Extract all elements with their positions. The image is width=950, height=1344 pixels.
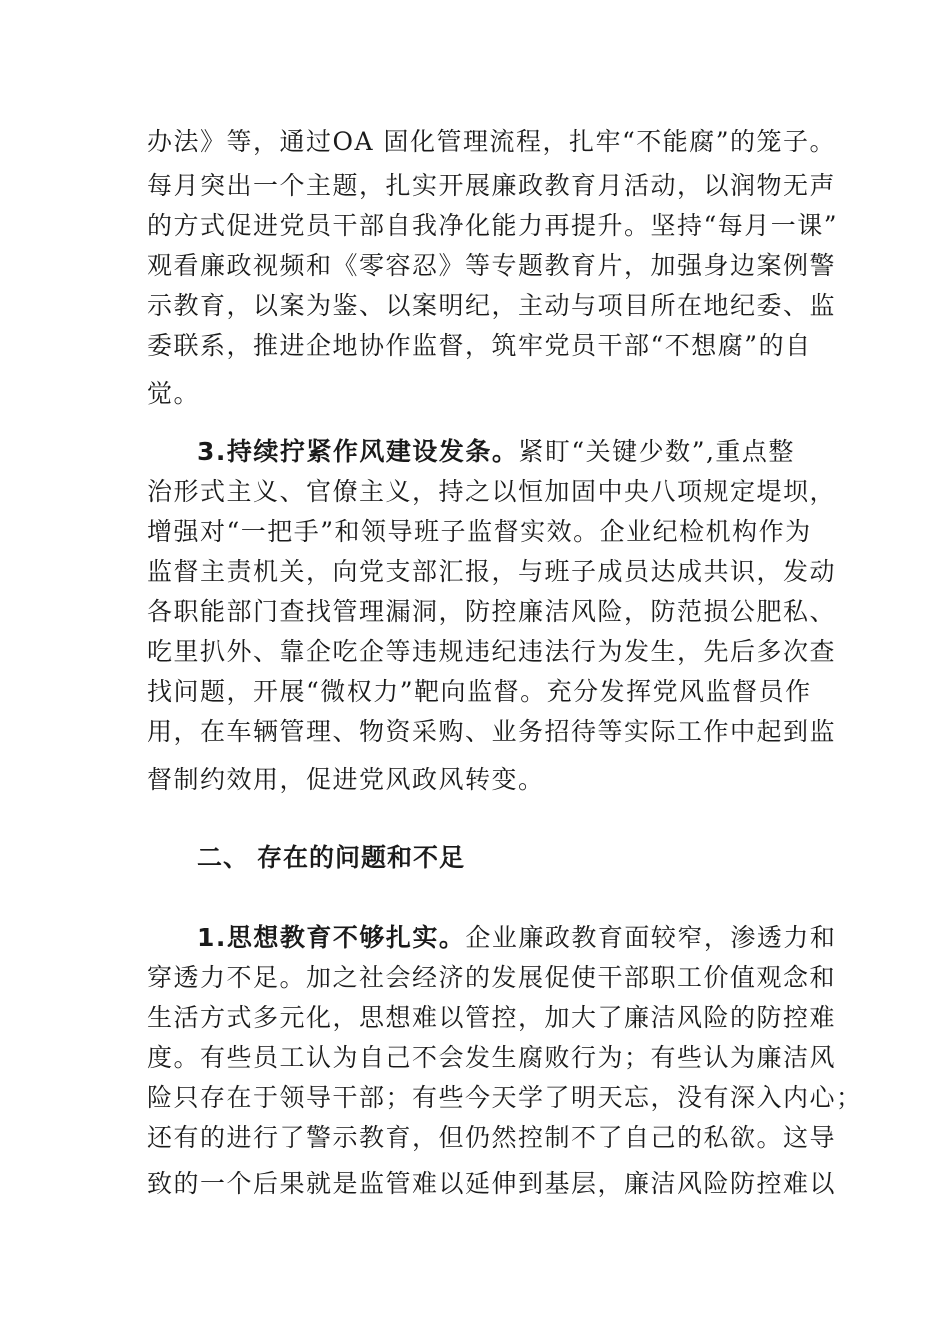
paragraph-line: 每月突出一个主题，扎实开展廉政教育月活动，以润物无声 bbox=[147, 171, 837, 200]
paragraph-line: 增强对“一把手”和领导班子监督实效。企业纪检机构作为 bbox=[147, 517, 812, 546]
paragraph-line: 觉。 bbox=[147, 379, 201, 408]
paragraph-line: 找问题，开展“微权力”靶向监督。充分发挥党风监督员作 bbox=[147, 677, 812, 706]
paragraph-line: 险只存在于领导干部；有些今天学了明天忘，没有深入内心； bbox=[147, 1083, 863, 1112]
paragraph-line: 穿透力不足。加之社会经济的发展促使干部职工价值观念和 bbox=[147, 963, 837, 992]
paragraph-line: 观看廉政视频和《零容忍》等专题教育片，加强身边案例警 bbox=[147, 251, 837, 280]
paragraph-title: 1.思想教育不够扎实。 bbox=[197, 923, 466, 952]
section-heading bbox=[197, 842, 465, 874]
paragraph-line: 还有的进行了警示教育，但仍然控制不了自己的私欲。这导 bbox=[147, 1123, 837, 1152]
paragraph-line: 吃里扒外、靠企吃企等违规违纪违法行为发生，先后多次查 bbox=[147, 637, 837, 666]
paragraph-line: 监督主责机关，向党支部汇报，与班子成员达成共识，发动 bbox=[147, 557, 837, 586]
paragraph-line: 办法》等，通过OA 固化管理流程，扎牢“不能腐”的笼子。 bbox=[147, 127, 837, 156]
paragraph-first-line bbox=[197, 436, 817, 468]
paragraph-line: 督制约效用，促进党风政风转变。 bbox=[147, 765, 545, 794]
paragraph-text: 企业廉政教育面较窄，渗透力和 bbox=[465, 923, 837, 952]
paragraph-line: 委联系，推进企地协作监督，筑牢党员干部“不想腐”的自 bbox=[147, 331, 812, 360]
paragraph-line: 度。有些员工认为自己不会发生腐败行为；有些认为廉洁风 bbox=[147, 1043, 837, 1072]
section-number: 二、 bbox=[197, 843, 250, 872]
paragraph-line: 示教育，以案为鉴、以案明纪，主动与项目所在地纪委、监 bbox=[147, 291, 837, 320]
paragraph-text: 紧盯“关键少数”,重点整 bbox=[518, 437, 795, 466]
paragraph-line: 各职能部门查找管理漏洞，防控廉洁风险，防范损公肥私、 bbox=[147, 597, 837, 626]
paragraph-line: 的方式促进党员干部自我净化能力再提升。坚持“每月一课” bbox=[147, 211, 839, 240]
paragraph-line: 致的一个后果就是监管难以延伸到基层，廉洁风险防控难以 bbox=[147, 1169, 837, 1198]
paragraph-line: 生活方式多元化，思想难以管控，加大了廉洁风险的防控难 bbox=[147, 1003, 837, 1032]
paragraph-first-line bbox=[197, 922, 837, 954]
section-title: 存在的问题和不足 bbox=[257, 843, 466, 872]
paragraph-line: 治形式主义、官僚主义，持之以恒加固中央八项规定堤坝， bbox=[147, 477, 837, 506]
paragraph-line: 用，在车辆管理、物资采购、业务招待等实际工作中起到监 bbox=[147, 717, 837, 746]
paragraph-title: 3.持续拧紧作风建设发条。 bbox=[197, 437, 519, 466]
